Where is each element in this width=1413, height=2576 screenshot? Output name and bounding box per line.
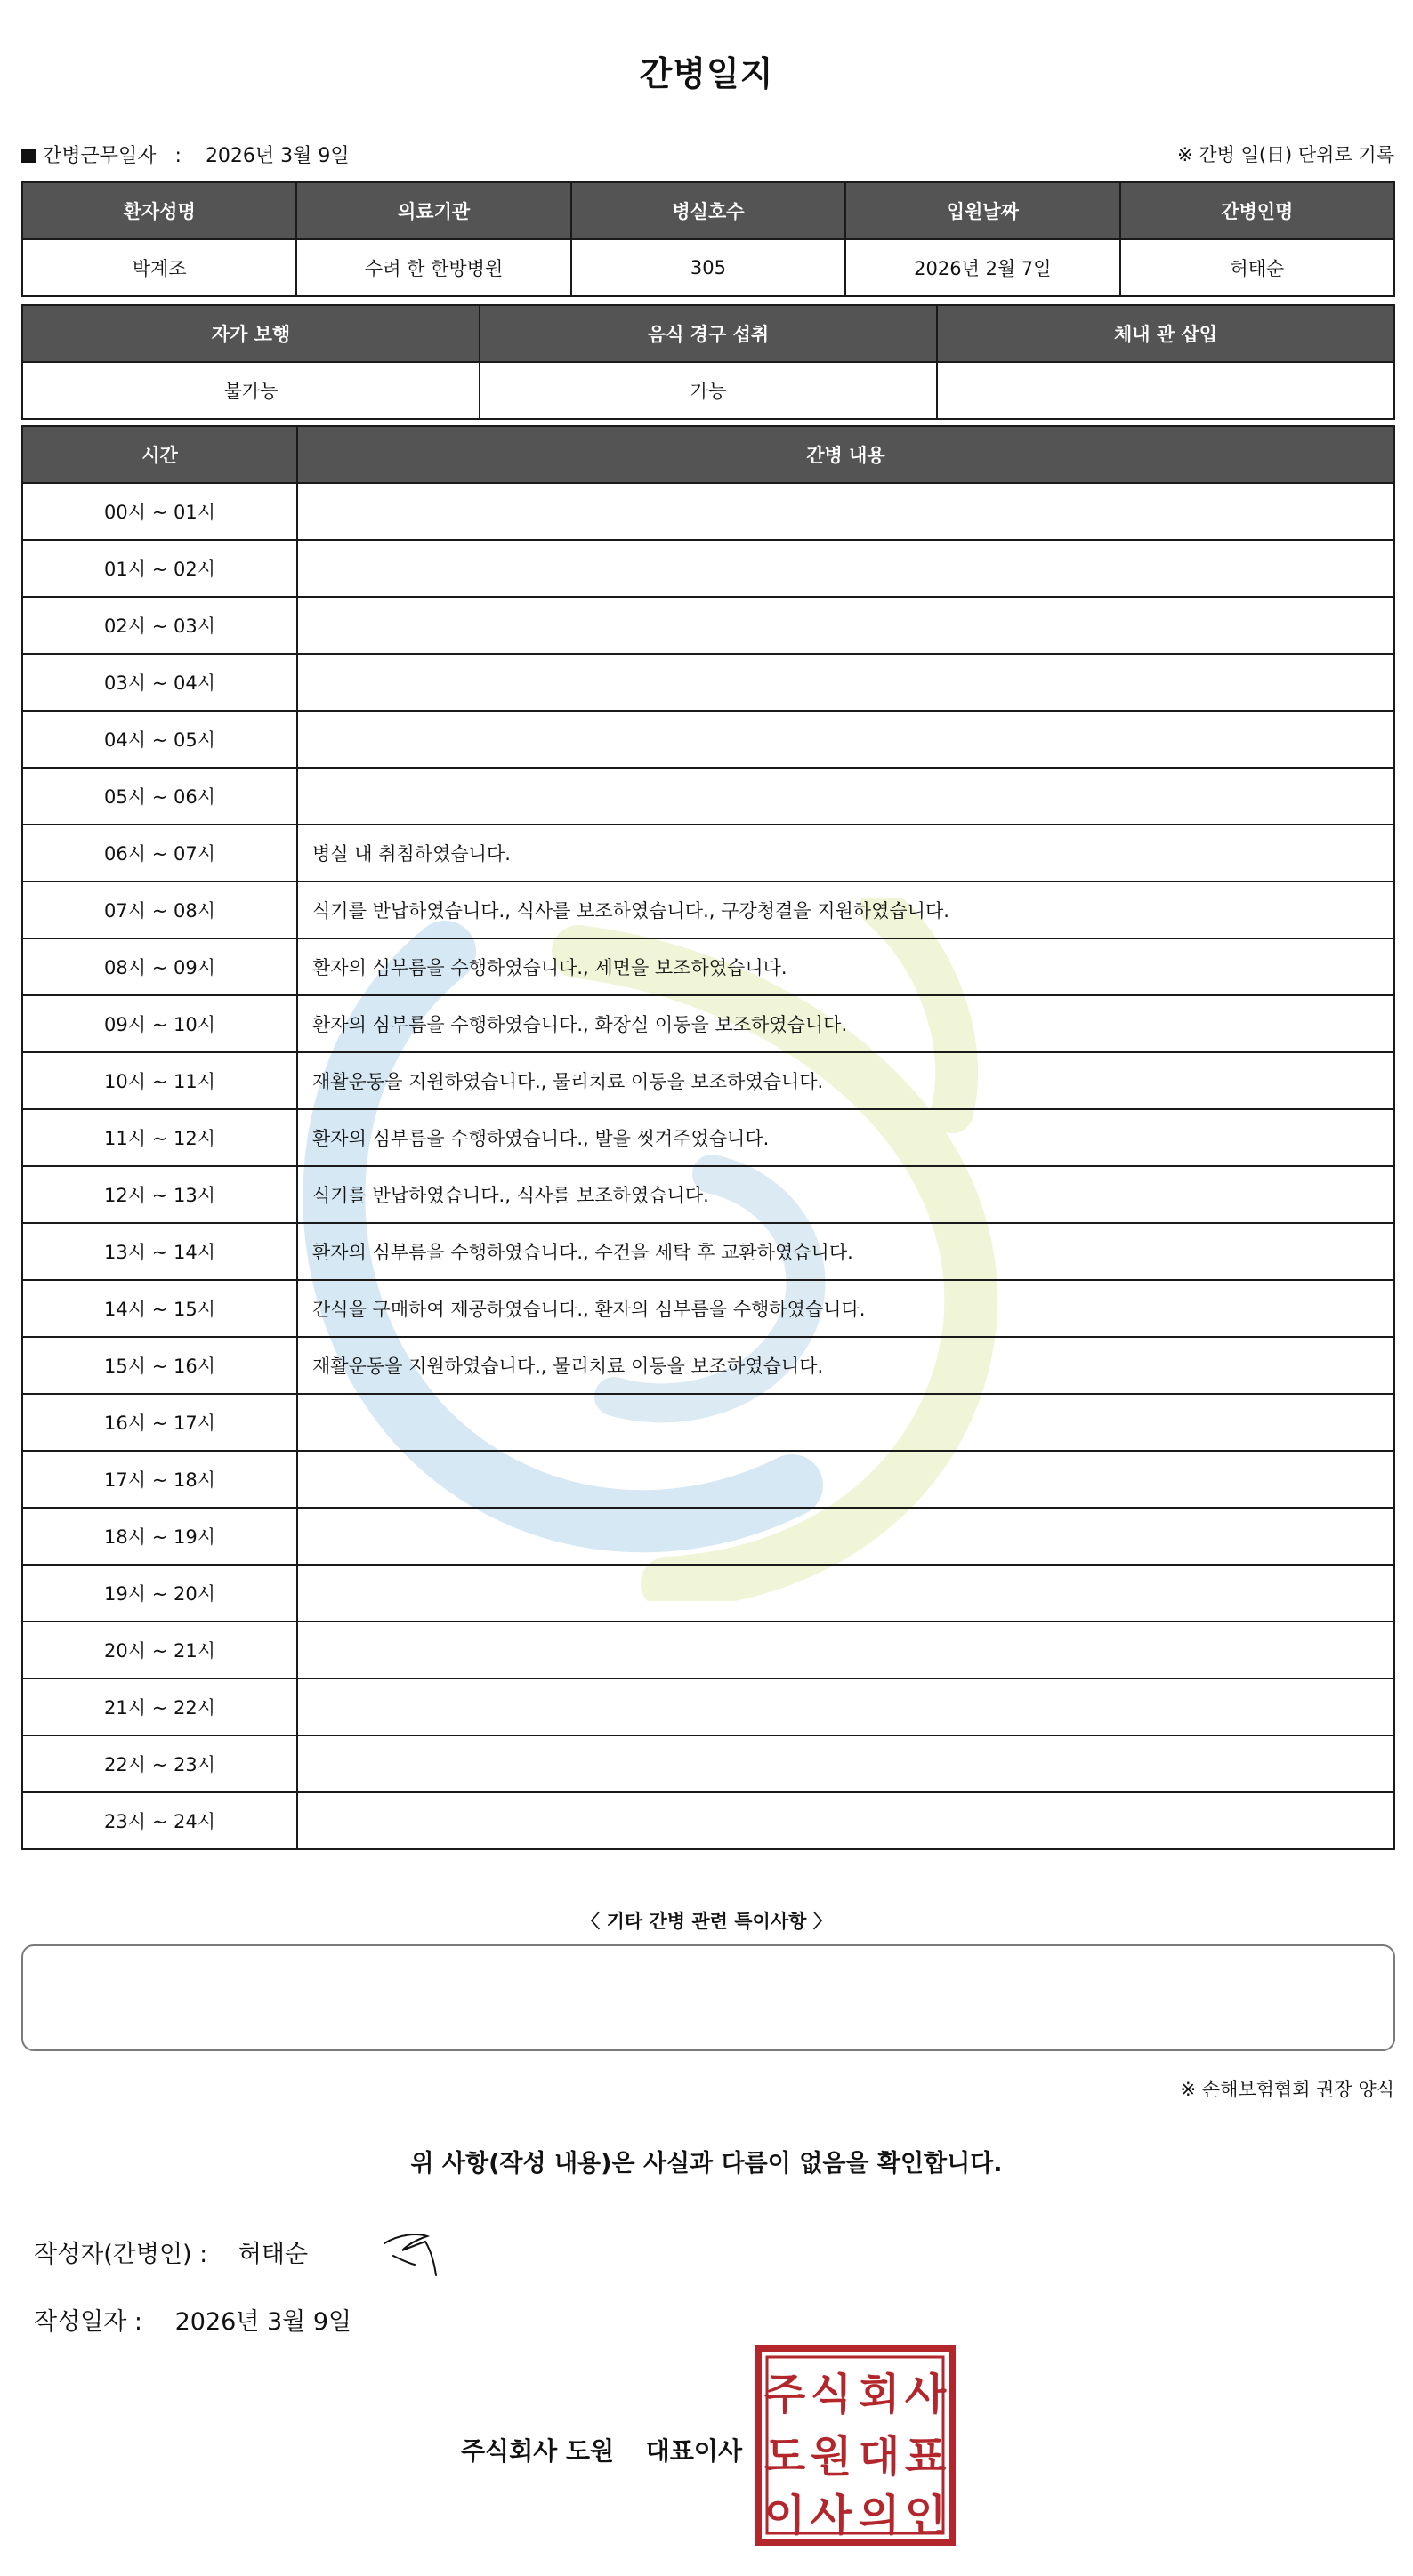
care-log-time: 16시 ~ 17시: [22, 1394, 297, 1451]
header-admission-date: 입원날짜: [845, 182, 1119, 239]
header-tube-insertion: 체내 관 삽입: [937, 305, 1394, 362]
care-log-time: 17시 ~ 18시: [22, 1451, 297, 1508]
care-log-content: [297, 540, 1394, 597]
seal-glyph: 이: [763, 2491, 806, 2540]
seal-glyph: 주: [763, 2370, 806, 2419]
company-ceo-title: 대표이사: [645, 2436, 742, 2466]
care-log-row: [22, 1622, 1394, 1678]
care-log-row: [22, 1280, 1394, 1337]
handwritten-signature-icon: [381, 2224, 452, 2281]
care-log-time: 19시 ~ 20시: [22, 1565, 297, 1622]
writer-value: 허태순: [238, 2241, 309, 2268]
care-log-row: [22, 1109, 1394, 1166]
care-log-content: [297, 1508, 1394, 1565]
care-log-time: 21시 ~ 22시: [22, 1678, 297, 1735]
company-name: 주식회사 도원: [461, 2436, 615, 2466]
patient-info-value-row: [22, 239, 1394, 296]
care-log-time: 10시 ~ 11시: [22, 1052, 297, 1109]
care-log-header-row: [22, 426, 1394, 483]
seal-glyph: 인: [904, 2491, 947, 2540]
document-title: 간병일지: [639, 54, 774, 93]
care-log-row: [22, 1508, 1394, 1565]
care-log-time: 03시 ~ 04시: [22, 654, 297, 711]
care-log-content: [297, 1735, 1394, 1792]
care-log-row: [22, 1451, 1394, 1508]
care-log-content: [297, 1451, 1394, 1508]
seal-glyph: 식: [810, 2370, 852, 2419]
patient-info-header-row: [22, 182, 1394, 239]
care-log-time: 06시 ~ 07시: [22, 825, 297, 881]
patient-status-table: [21, 304, 1395, 420]
writer-label: 작성자(간병인) :: [34, 2241, 208, 2268]
care-log-row: [22, 825, 1394, 881]
care-log-content: [297, 597, 1394, 654]
care-log-content: [297, 711, 1394, 768]
care-log-row: [22, 1394, 1394, 1451]
hospital-value: 수려 한 한방병원: [296, 239, 570, 296]
care-log-content: 식기를 반납하였습니다., 식사를 보조하였습니다., 구강청결을 지원하였습니다.: [297, 881, 1394, 938]
care-log-row: [22, 1052, 1394, 1109]
work-date-value: 2026년 3월 9일: [205, 145, 350, 167]
seal-glyph: 대: [858, 2432, 900, 2482]
seal-glyph: 원: [810, 2432, 852, 2482]
seal-glyph: 사: [904, 2370, 947, 2419]
care-log-row: [22, 1223, 1394, 1280]
care-log-content: [297, 768, 1394, 825]
care-log-content: [297, 1565, 1394, 1622]
admission-date-value: 2026년 2월 7일: [845, 239, 1119, 296]
written-date-line: [34, 2302, 351, 2337]
care-log-content: 환자의 심부름을 수행하였습니다., 수건을 세탁 후 교환하였습니다.: [297, 1223, 1394, 1280]
care-log-row: [22, 1678, 1394, 1735]
care-log-content: 간식을 구매하여 제공하였습니다., 환자의 심부름을 수행하였습니다.: [297, 1280, 1394, 1337]
seal-glyph: 의: [858, 2491, 900, 2540]
care-log-row: [22, 995, 1394, 1052]
care-log-content: 환자의 심부름을 수행하였습니다., 세면을 보조하였습니다.: [297, 938, 1394, 995]
care-log-time: 04시 ~ 05시: [22, 711, 297, 768]
caregiver-name-value: 허태순: [1120, 239, 1394, 296]
care-log-row: [22, 1337, 1394, 1394]
black-square-icon: [21, 149, 36, 163]
care-log-content: 병실 내 취침하였습니다.: [297, 825, 1394, 881]
recommend-form-note: ※ 손해보험협회 권장 양식: [1180, 2079, 1394, 2100]
care-log-content: 환자의 심부름을 수행하였습니다., 화장실 이동을 보조하였습니다.: [297, 995, 1394, 1052]
company-signature-line: [461, 2432, 742, 2467]
work-date-line: [21, 141, 350, 168]
care-log-time: 14시 ~ 15시: [22, 1280, 297, 1337]
care-log-time: 01시 ~ 02시: [22, 540, 297, 597]
header-hospital: 의료기관: [296, 182, 570, 239]
care-log-time: 18시 ~ 19시: [22, 1508, 297, 1565]
header-patient-name: 환자성명: [22, 182, 296, 239]
care-log-content: 재활운동을 지원하였습니다., 물리치료 이동을 보조하였습니다.: [297, 1052, 1394, 1109]
care-log-content: [297, 1678, 1394, 1735]
header-oral-intake: 음식 경구 섭취: [480, 305, 937, 362]
care-log-row: [22, 654, 1394, 711]
seal-glyph: 표: [904, 2432, 947, 2482]
patient-info-table: [21, 181, 1395, 297]
patient-name-value: 박계조: [22, 239, 296, 296]
care-log-row: [22, 711, 1394, 768]
special-notes-box: [21, 1944, 1395, 2051]
record-unit-note: ※ 간병 일(日) 단위로 기록: [1177, 144, 1394, 165]
care-log-row: [22, 768, 1394, 825]
care-log-table: [21, 425, 1395, 1850]
care-log-content: [297, 1622, 1394, 1678]
written-date-label: 작성일자 :: [34, 2308, 143, 2336]
seal-glyph: 도: [763, 2432, 806, 2482]
care-log-content: [297, 654, 1394, 711]
care-log-time: 07시 ~ 08시: [22, 881, 297, 938]
care-log-content: 환자의 심부름을 수행하였습니다., 발을 씻겨주었습니다.: [297, 1109, 1394, 1166]
care-log-row: [22, 881, 1394, 938]
status-value-row: [22, 362, 1394, 419]
care-log-row: [22, 1735, 1394, 1792]
care-log-content: [297, 1394, 1394, 1451]
work-date-label: 간병근무일자: [43, 145, 157, 167]
care-log-row: [22, 1792, 1394, 1849]
care-log-time: 13시 ~ 14시: [22, 1223, 297, 1280]
care-log-time: 05시 ~ 06시: [22, 768, 297, 825]
care-log-time: 00시 ~ 01시: [22, 483, 297, 540]
company-seal-icon: [755, 2345, 956, 2546]
care-log-time: 02시 ~ 03시: [22, 597, 297, 654]
oral-intake-value: 가능: [480, 362, 937, 419]
care-log-row: [22, 938, 1394, 995]
seal-glyph: 회: [858, 2370, 900, 2419]
care-log-content: [297, 483, 1394, 540]
care-log-time: 22시 ~ 23시: [22, 1735, 297, 1792]
tube-insertion-value: [937, 362, 1394, 419]
care-log-time: 20시 ~ 21시: [22, 1622, 297, 1678]
work-date-separator: :: [174, 145, 182, 167]
care-log-row: [22, 1565, 1394, 1622]
care-log-content: 재활운동을 지원하였습니다., 물리치료 이동을 보조하였습니다.: [297, 1337, 1394, 1394]
care-log-row: [22, 597, 1394, 654]
header-self-walking: 자가 보행: [22, 305, 480, 362]
header-room-number: 병실호수: [571, 182, 845, 239]
care-log-time: 15시 ~ 16시: [22, 1337, 297, 1394]
header-caregiver-name: 간병인명: [1120, 182, 1394, 239]
care-log-time: 23시 ~ 24시: [22, 1792, 297, 1849]
care-log-row: [22, 483, 1394, 540]
care-log-content: [297, 1792, 1394, 1849]
care-log-time: 11시 ~ 12시: [22, 1109, 297, 1166]
confirmation-statement: 위 사항(작성 내용)은 사실과 다름이 없음을 확인합니다.: [410, 2150, 1003, 2178]
care-log-time: 09시 ~ 10시: [22, 995, 297, 1052]
care-log-row: [22, 1166, 1394, 1223]
seal-glyph: 사: [810, 2491, 852, 2540]
care-log-time: 12시 ~ 13시: [22, 1166, 297, 1223]
special-notes-label: 〈 기타 간병 관련 특이사항 〉: [581, 1911, 832, 1932]
room-number-value: 305: [571, 239, 845, 296]
header-care-content: 간병 내용: [297, 426, 1394, 483]
status-header-row: [22, 305, 1394, 362]
self-walking-value: 불가능: [22, 362, 480, 419]
written-date-value: 2026년 3월 9일: [174, 2308, 352, 2336]
care-log-content: 식기를 반납하였습니다., 식사를 보조하였습니다.: [297, 1166, 1394, 1223]
writer-line: [34, 2234, 308, 2269]
header-time: 시간: [22, 426, 297, 483]
care-log-time: 08시 ~ 09시: [22, 938, 297, 995]
care-log-row: [22, 540, 1394, 597]
